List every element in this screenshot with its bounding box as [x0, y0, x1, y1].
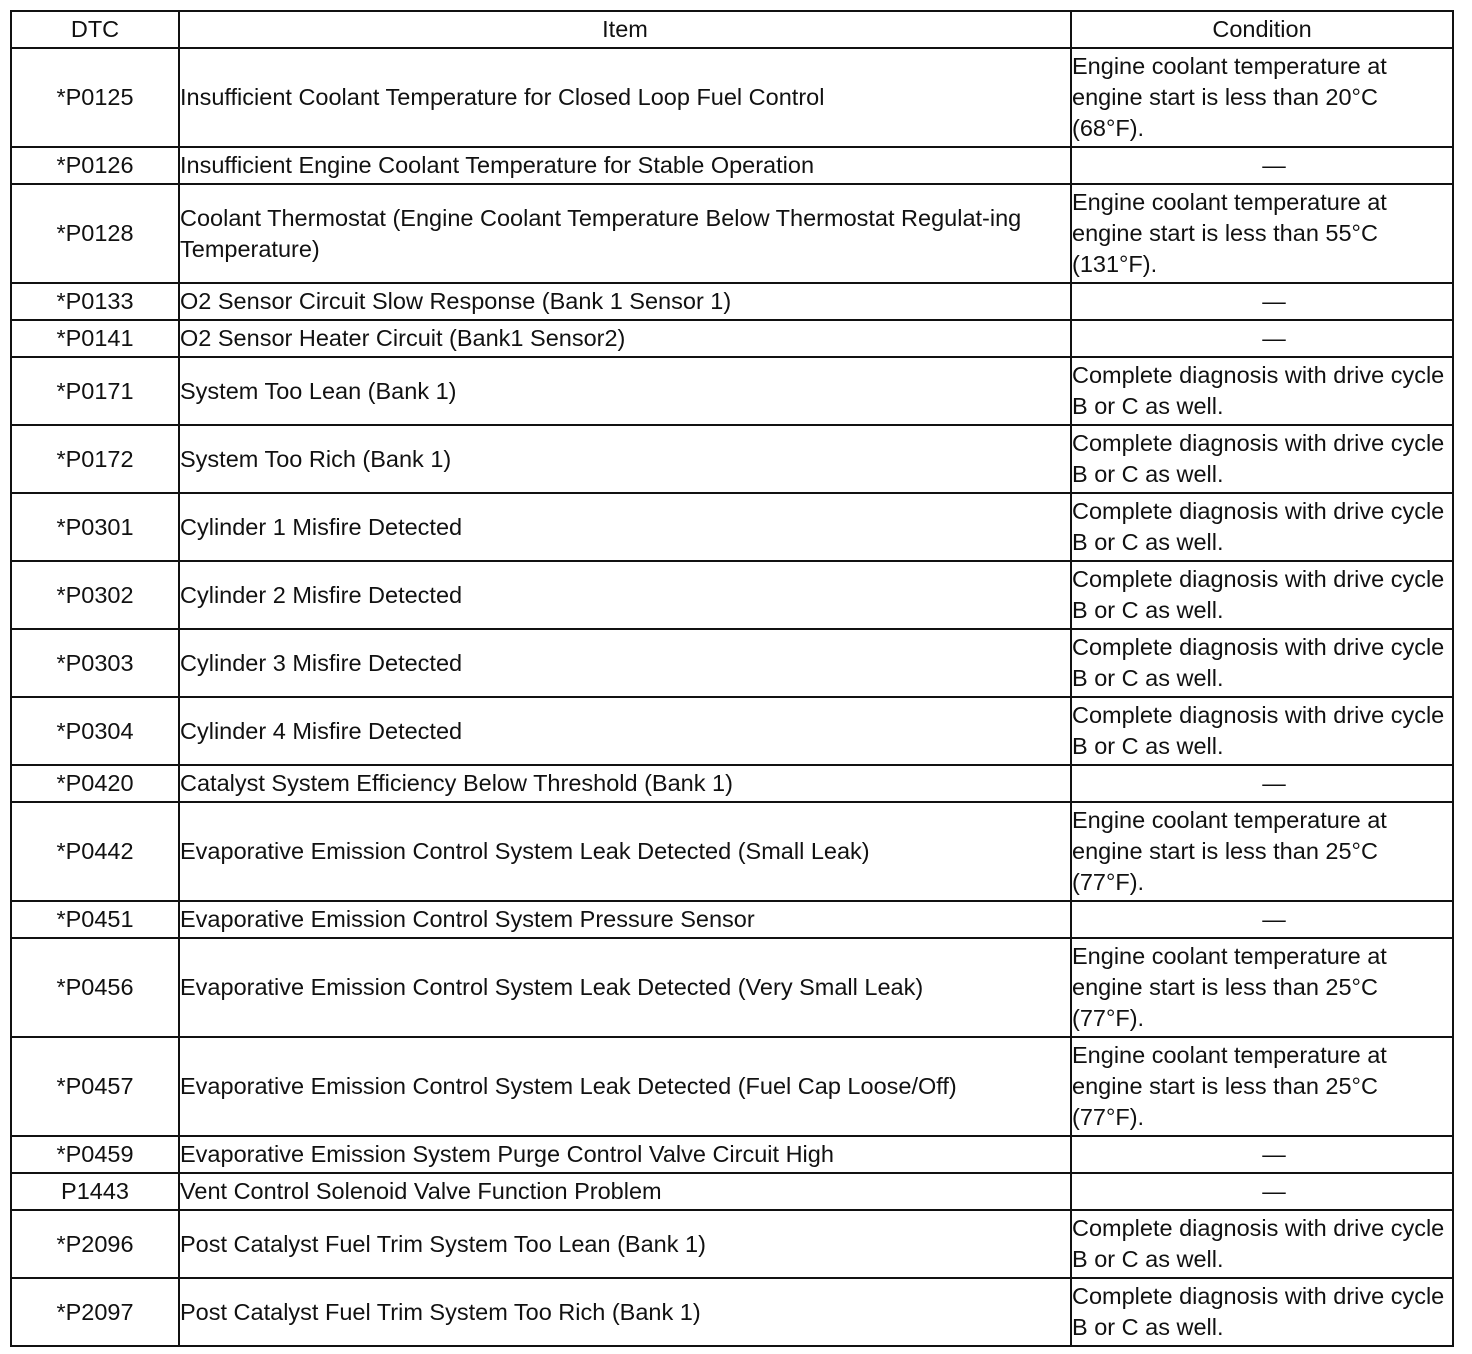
dtc-code: *P0457 — [11, 1037, 179, 1136]
condition-text: — — [1071, 1136, 1453, 1173]
condition-text: Complete diagnosis with drive cycle B or C as well. — [1071, 1278, 1453, 1346]
item-description: Coolant Thermostat (Engine Coolant Temperature Below Thermostat Regulat-ing Temperature) — [179, 184, 1071, 283]
table-row — [11, 1210, 1453, 1278]
item-description: Evaporative Emission Control System Leak Detected (Fuel Cap Loose/Off) — [179, 1037, 1071, 1136]
condition-text: Engine coolant temperature at engine start is less than 20°C (68°F). — [1071, 48, 1453, 147]
header-item: Item — [179, 11, 1071, 48]
condition-text: Complete diagnosis with drive cycle B or C as well. — [1071, 697, 1453, 765]
dtc-code: *P0303 — [11, 629, 179, 697]
table-header — [11, 11, 1453, 48]
table-row — [11, 320, 1453, 357]
condition-text: Complete diagnosis with drive cycle B or C as well. — [1071, 1210, 1453, 1278]
header-condition: Condition — [1071, 11, 1453, 48]
condition-text: Engine coolant temperature at engine start is less than 25°C (77°F). — [1071, 802, 1453, 901]
condition-text: Engine coolant temperature at engine start is less than 25°C (77°F). — [1071, 1037, 1453, 1136]
table-row — [11, 48, 1453, 147]
condition-text: — — [1071, 283, 1453, 320]
item-description: Insufficient Engine Coolant Temperature for Stable Operation — [179, 147, 1071, 184]
dtc-code: *P0301 — [11, 493, 179, 561]
item-description: Post Catalyst Fuel Trim System Too Rich (Bank 1) — [179, 1278, 1071, 1346]
item-description: Evaporative Emission Control System Leak Detected (Small Leak) — [179, 802, 1071, 901]
item-description: System Too Rich (Bank 1) — [179, 425, 1071, 493]
table-row — [11, 1278, 1453, 1346]
item-description: Post Catalyst Fuel Trim System Too Lean (Bank 1) — [179, 1210, 1071, 1278]
table-row — [11, 1037, 1453, 1136]
condition-text: Complete diagnosis with drive cycle B or C as well. — [1071, 561, 1453, 629]
item-description: Evaporative Emission Control System Leak Detected (Very Small Leak) — [179, 938, 1071, 1037]
table-row — [11, 425, 1453, 493]
item-description: Vent Control Solenoid Valve Function Problem — [179, 1173, 1071, 1210]
dtc-code: *P2097 — [11, 1278, 179, 1346]
condition-text: — — [1071, 765, 1453, 802]
dtc-code: *P0442 — [11, 802, 179, 901]
condition-text: Complete diagnosis with drive cycle B or C as well. — [1071, 425, 1453, 493]
dtc-code: *P0304 — [11, 697, 179, 765]
dtc-code: *P0451 — [11, 901, 179, 938]
condition-text: — — [1071, 147, 1453, 184]
table-row — [11, 765, 1453, 802]
table-row — [11, 938, 1453, 1037]
dtc-code: *P0125 — [11, 48, 179, 147]
header-dtc: DTC — [11, 11, 179, 48]
item-description: O2 Sensor Heater Circuit (Bank1 Sensor2) — [179, 320, 1071, 357]
table-row — [11, 629, 1453, 697]
dtc-code: *P0128 — [11, 184, 179, 283]
condition-text: Engine coolant temperature at engine start is less than 25°C (77°F). — [1071, 938, 1453, 1037]
item-description: System Too Lean (Bank 1) — [179, 357, 1071, 425]
item-description: Evaporative Emission System Purge Control Valve Circuit High — [179, 1136, 1071, 1173]
table-row — [11, 1136, 1453, 1173]
condition-text: Complete diagnosis with drive cycle B or C as well. — [1071, 629, 1453, 697]
dtc-code: *P0456 — [11, 938, 179, 1037]
dtc-code: *P0171 — [11, 357, 179, 425]
dtc-table — [10, 10, 1454, 1347]
dtc-code: *P0126 — [11, 147, 179, 184]
item-description: O2 Sensor Circuit Slow Response (Bank 1 Sensor 1) — [179, 283, 1071, 320]
dtc-code: *P0459 — [11, 1136, 179, 1173]
table-row — [11, 561, 1453, 629]
item-description: Cylinder 3 Misfire Detected — [179, 629, 1071, 697]
item-description: Evaporative Emission Control System Pressure Sensor — [179, 901, 1071, 938]
dtc-code: *P0172 — [11, 425, 179, 493]
condition-text: Engine coolant temperature at engine start is less than 55°C (131°F). — [1071, 184, 1453, 283]
item-description: Cylinder 1 Misfire Detected — [179, 493, 1071, 561]
table-row — [11, 697, 1453, 765]
dtc-code: *P2096 — [11, 1210, 179, 1278]
condition-text: Complete diagnosis with drive cycle B or C as well. — [1071, 493, 1453, 561]
item-description: Cylinder 2 Misfire Detected — [179, 561, 1071, 629]
dtc-code: P1443 — [11, 1173, 179, 1210]
table-row — [11, 901, 1453, 938]
dtc-code: *P0302 — [11, 561, 179, 629]
table-row — [11, 1173, 1453, 1210]
table-row — [11, 184, 1453, 283]
table-row — [11, 802, 1453, 901]
table-row — [11, 147, 1453, 184]
condition-text: — — [1071, 320, 1453, 357]
dtc-code: *P0133 — [11, 283, 179, 320]
header-row — [11, 11, 1453, 48]
dtc-code: *P0141 — [11, 320, 179, 357]
table-row — [11, 357, 1453, 425]
table-row — [11, 283, 1453, 320]
table-body — [11, 48, 1453, 1346]
item-description: Cylinder 4 Misfire Detected — [179, 697, 1071, 765]
condition-text: — — [1071, 901, 1453, 938]
condition-text: Complete diagnosis with drive cycle B or C as well. — [1071, 357, 1453, 425]
item-description: Catalyst System Efficiency Below Threshold (Bank 1) — [179, 765, 1071, 802]
table-row — [11, 493, 1453, 561]
dtc-code: *P0420 — [11, 765, 179, 802]
item-description: Insufficient Coolant Temperature for Closed Loop Fuel Control — [179, 48, 1071, 147]
condition-text: — — [1071, 1173, 1453, 1210]
